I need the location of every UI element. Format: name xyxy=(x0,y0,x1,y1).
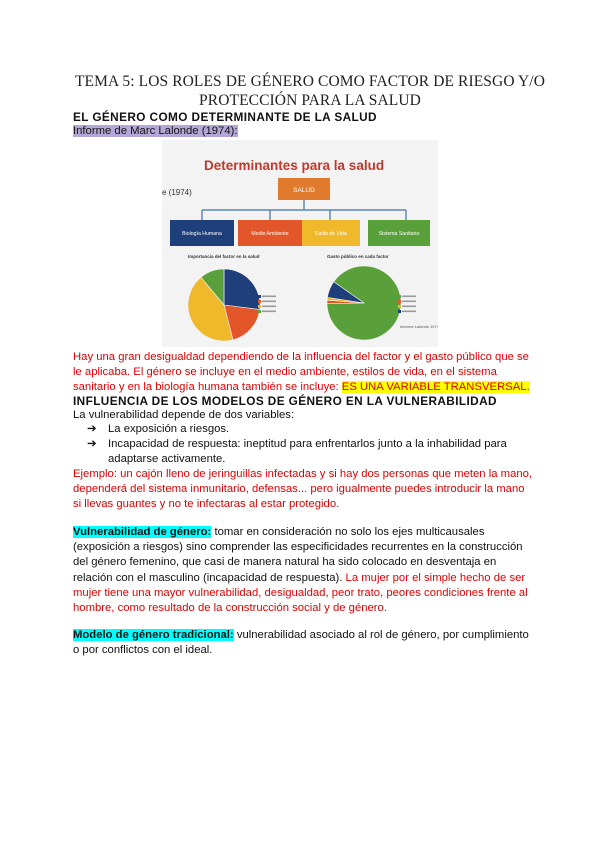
box-sanitario-label: Sistema Sanitario xyxy=(378,231,420,237)
inequality-line-2: le aplicaba. El género se incluye en el medio ambiente, estilos de vida, en el sistema xyxy=(73,366,497,379)
list-item xyxy=(73,452,507,467)
example-line-3: si llevas guantes y no te infectaras al estar protegido. xyxy=(73,498,340,511)
pie-gasto xyxy=(327,266,401,340)
box-medio-label: Medio Ambiente xyxy=(251,231,289,237)
gv-line-4 xyxy=(73,571,533,586)
gv-line-1-text: tomar en consideración no solo los ejes multicausales xyxy=(211,526,485,538)
variable-response-2: adaptarse activamente. xyxy=(108,453,226,465)
box-biologia-label: Biología Humana xyxy=(182,231,222,237)
root-label: SALUD xyxy=(293,187,315,194)
report-label xyxy=(73,124,238,139)
example-line-1: Ejemplo: un cajón lleno de jeringuillas infectadas y si hay dos personas que meten la mano, xyxy=(73,468,533,480)
gv-line-5: mujer tiene una mayor vulnerabilidad, desigualdad, peor trato, peores condiciones frente al xyxy=(73,586,528,599)
arrow-icon: ➔ xyxy=(87,423,97,435)
variables-list xyxy=(73,422,507,467)
gv-line-3: del género femenino, que casi de manera natural ha sido colocado en desventaja en xyxy=(73,556,497,569)
gv-line-1 xyxy=(73,525,533,540)
determinants-diagram xyxy=(162,140,438,347)
variable-exposure: La exposición a riesgos. xyxy=(108,423,230,435)
traditional-model-paragraph xyxy=(73,628,533,658)
gv-term: Vulnerabilidad de género: xyxy=(73,526,212,538)
tm-line-1-text: vulnerabilidad asociado al rol de género, por cumplimiento xyxy=(233,629,529,641)
vulnerability-intro: La vulnerabilidad depende de dos variables: xyxy=(73,409,295,421)
inequality-paragraph xyxy=(73,350,533,396)
gv-line-6: hombre, como resultado de la construcción social y de género. xyxy=(73,602,387,615)
section-heading-vulnerability: INFLUENCIA DE LOS MODELOS DE GÉNERO EN LA VULNERABILIDAD xyxy=(73,394,497,408)
tm-line-2: o por conflictos con el ideal. xyxy=(73,644,213,657)
pie1-label: Importancia del factor en la salud xyxy=(188,254,260,259)
title-line-1: TEMA 5: LOS ROLES DE GÉNERO COMO FACTOR DE RIESGO Y/O xyxy=(74,73,546,90)
figure-source-note: Informe Lalonde 1974 xyxy=(400,324,438,329)
determinants-figure xyxy=(162,140,438,347)
document-title xyxy=(60,72,560,110)
pie1-legend xyxy=(258,295,276,313)
arrow-icon: ➔ xyxy=(87,438,97,450)
inequality-line-3-text: sanitario y en la biología humana también se incluye: xyxy=(73,381,339,394)
section-heading-determinants: EL GÉNERO COMO DETERMINANTE DE LA SALUD xyxy=(73,110,377,124)
report-highlight: Informe de Marc Lalonde (1974): xyxy=(73,125,238,137)
tm-term: Modelo de género tradicional: xyxy=(73,629,234,641)
list-item xyxy=(73,422,507,437)
pie-importancia xyxy=(188,269,260,341)
list-item xyxy=(73,437,507,452)
tm-line-1 xyxy=(73,628,533,643)
example-line-2: dependerá del sistema inmunitario, defensas... pero igualmente puedes introducir la mano xyxy=(73,483,525,496)
inequality-line-1: Hay una gran desigualdad dependiendo de la influencia del factor y el gasto público que se xyxy=(73,351,529,363)
gv-line-4a: relación con el masculino (incapacidad de respuesta). xyxy=(73,571,343,584)
pie1-slice-0 xyxy=(224,269,260,310)
pie2-label: Gasto público en cada factor xyxy=(327,254,389,259)
gv-line-2: (exposición a riesgos) sino comprender las especificidades recurrentes en la construcción xyxy=(73,541,523,554)
figure-left-fragment: e (1974) xyxy=(162,188,192,197)
gv-line-4b: La mujer por el simple hecho de ser xyxy=(342,571,526,584)
example-paragraph xyxy=(73,467,533,513)
transversal-highlight: ES UNA VARIABLE TRANSVERSAL. xyxy=(341,381,530,394)
variable-response-1: Incapacidad de respuesta: ineptitud para enfrentarlos junto a la inhabilidad para xyxy=(108,438,507,450)
figure-title: Determinantes para la salud xyxy=(204,158,385,173)
box-estilo-label: Estilo de Vida xyxy=(315,231,347,237)
gender-vulnerability-paragraph xyxy=(73,525,533,616)
diagram-connectors xyxy=(202,200,406,220)
title-line-2: PROTECCIÓN PARA LA SALUD xyxy=(199,92,421,109)
